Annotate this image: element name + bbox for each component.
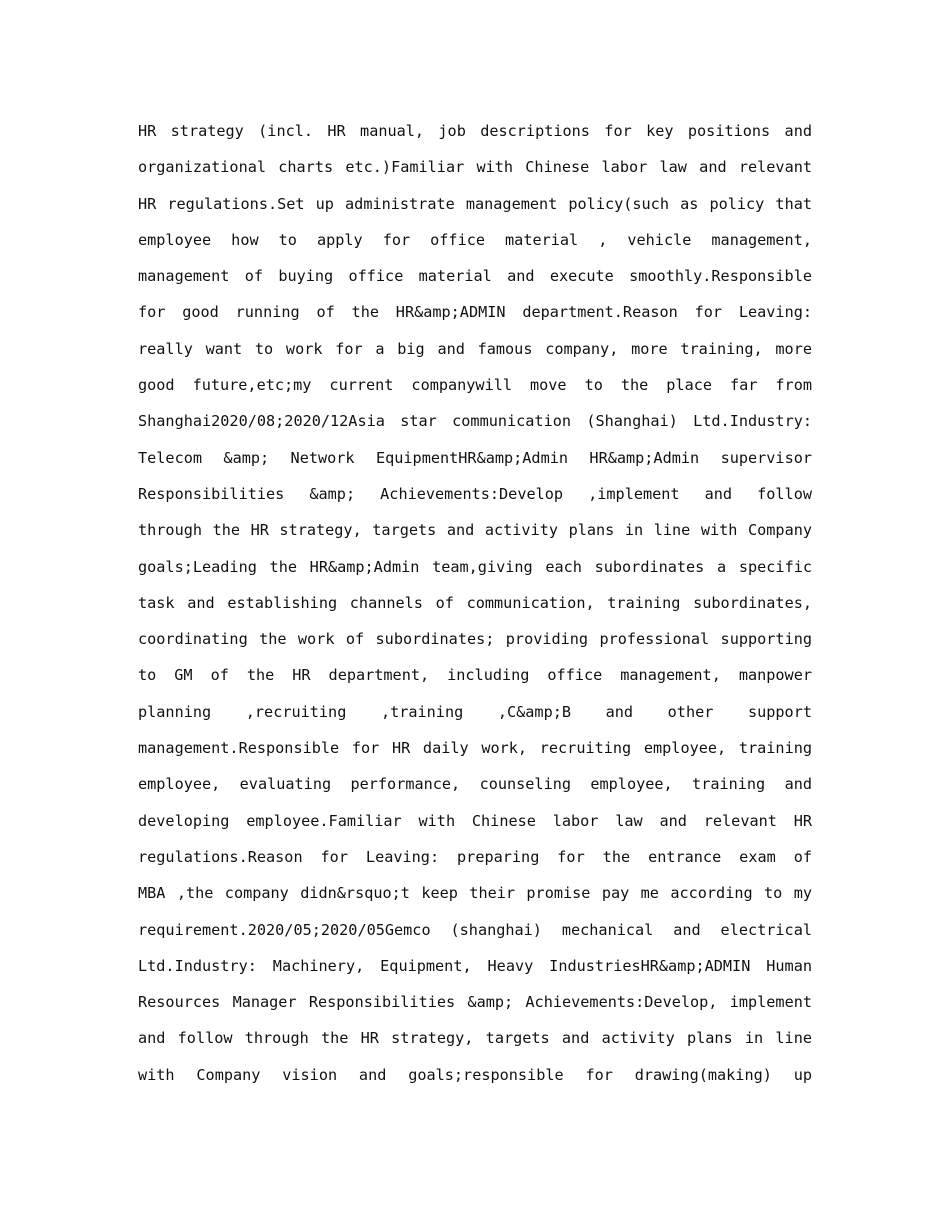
text-line: Shanghai2020/08;2020/12Asia star communication (Shanghai) Ltd.Industry: (138, 412, 812, 431)
text-line: Resources Manager Responsibilities &amp; Achievements:Develop, implement (138, 993, 812, 1012)
text-line: planning ,recruiting ,training ,C&amp;B and other support (138, 702, 812, 721)
text-line: HR strategy (incl. HR manual, job descriptions for key positions and (138, 122, 812, 140)
text-line: for good running of the HR&amp;ADMIN department.Reason for Leaving: (138, 303, 812, 322)
text-line: task and establishing channels of communication, training subordinates, (138, 593, 812, 612)
text-line: employee how to apply for office material , vehicle management, (138, 230, 812, 249)
text-line: HR regulations.Set up administrate management policy(such as policy that (138, 194, 812, 213)
text-line: developing employee.Familiar with Chinese labor law and relevant HR (138, 811, 812, 830)
text-line: requirement.2020/05;2020/05Gemco (shanghai) mechanical and electrical (138, 920, 812, 939)
text-line: and follow through the HR strategy, targets and activity plans in line (138, 1029, 812, 1048)
text-line: good future,etc;my current companywill move to the place far from (138, 376, 812, 395)
text-line: regulations.Reason for Leaving: preparing for the entrance exam of (138, 847, 812, 866)
body-text (138, 113, 812, 1093)
text-line: really want to work for a big and famous company, more training, more (138, 339, 812, 358)
text-line: MBA ,the company didn&rsquo;t keep their promise pay me according to my (138, 884, 812, 903)
text-line: employee, evaluating performance, counseling employee, training and (138, 775, 812, 794)
text-line: Responsibilities &amp; Achievements:Develop ,implement and follow (138, 484, 812, 503)
text-line: coordinating the work of subordinates; providing professional supporting (138, 630, 812, 649)
text-line: through the HR strategy, targets and activity plans in line with Company (138, 521, 812, 540)
text-line: management.Responsible for HR daily work, recruiting employee, training (138, 739, 812, 758)
text-line: goals;Leading the HR&amp;Admin team,giving each subordinates a specific (138, 557, 812, 576)
text-line: organizational charts etc.)Familiar with Chinese labor law and relevant (138, 158, 812, 177)
text-line: with Company vision and goals;responsible for drawing(making) up (138, 1065, 812, 1084)
text-line: Telecom &amp; Network EquipmentHR&amp;Admin HR&amp;Admin supervisor (138, 448, 812, 467)
text-line: management of buying office material and execute smoothly.Responsible (138, 267, 812, 286)
text-line: to GM of the HR department, including office management, manpower (138, 666, 812, 685)
text-line: Ltd.Industry: Machinery, Equipment, Heavy IndustriesHR&amp;ADMIN Human (138, 956, 812, 975)
